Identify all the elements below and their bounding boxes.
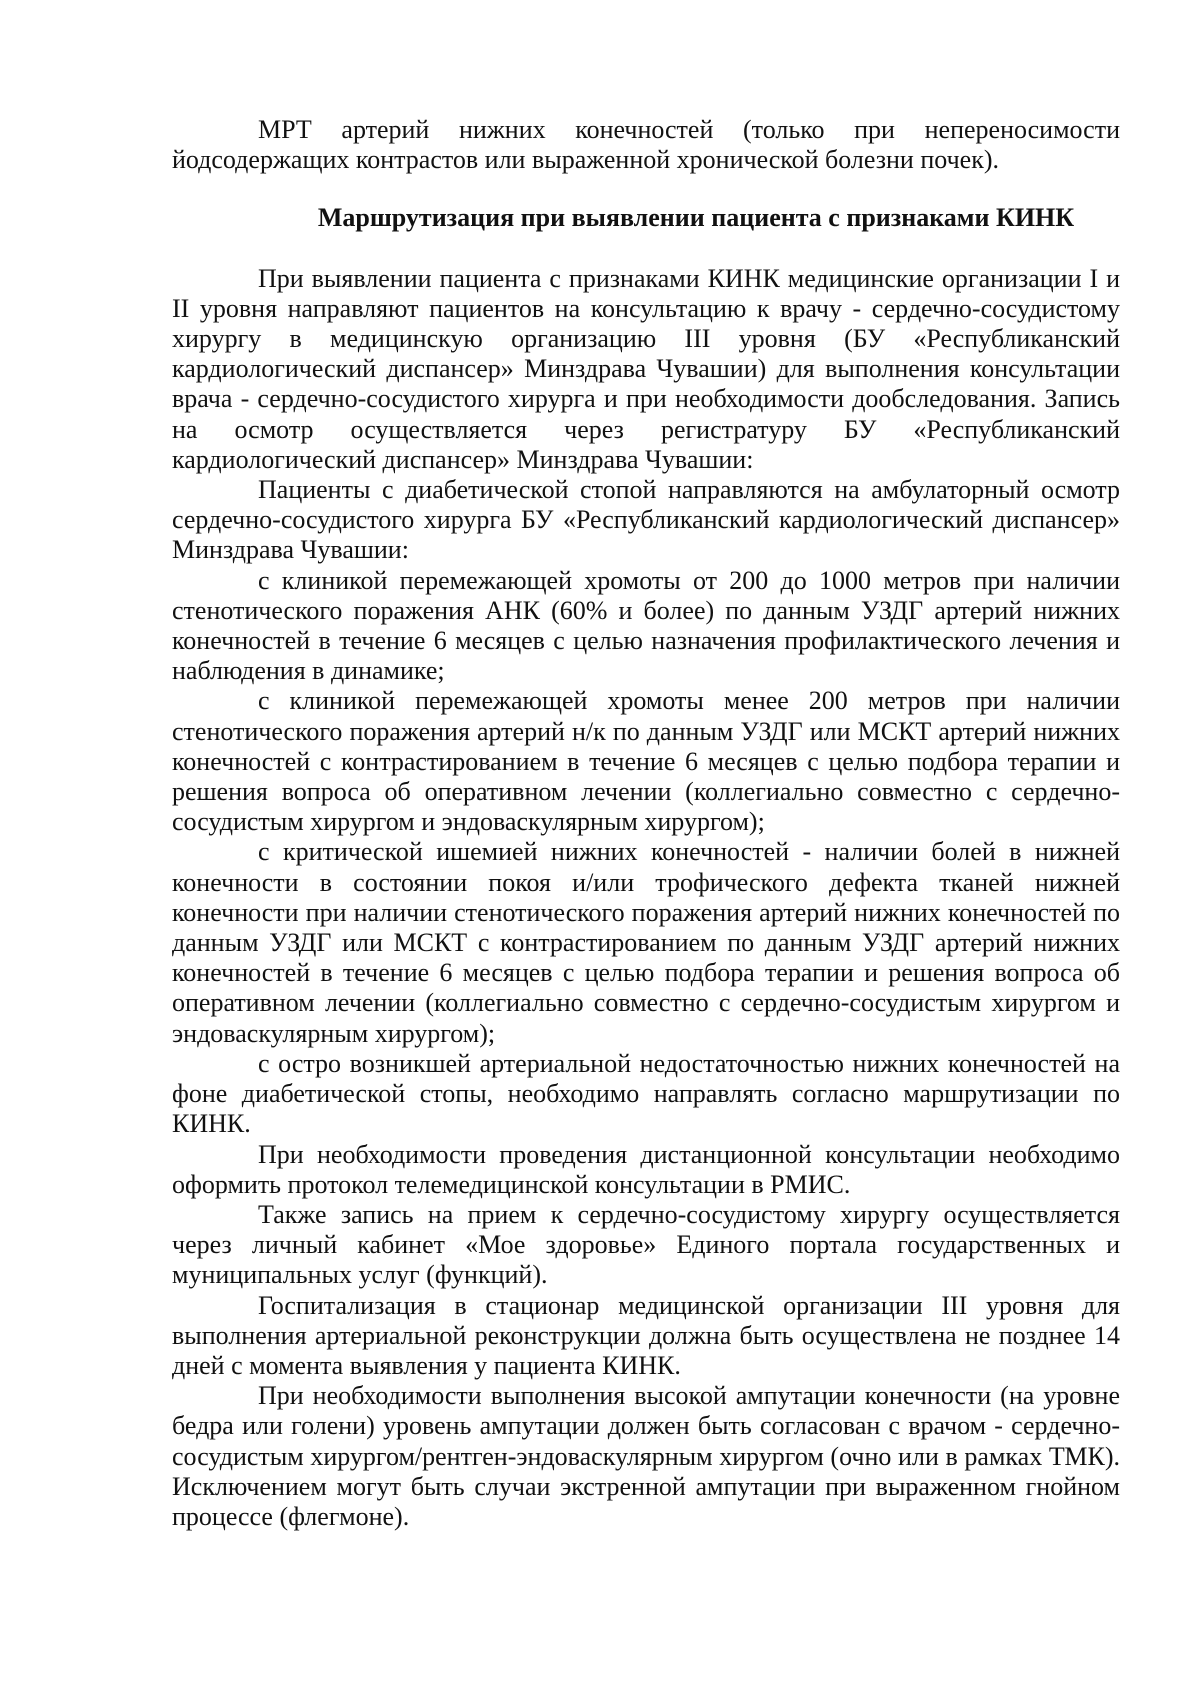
list-item-claudication-200-1000: с клиникой перемежающей хромоты от 200 до 1000 метров при наличии стенотического поражения АНК (60% и более) по данным УЗДГ артерий нижних конечностей в течение 6 месяцев с целью назначения профилактического лечения и наблюдения в динамике; bbox=[172, 565, 1120, 686]
paragraph-telemedicine: При необходимости проведения дистанционной консультации необходимо оформить протокол телемедицинской консультации в РМИС. bbox=[172, 1139, 1120, 1199]
section-heading: Маршрутизация при выявлении пациента с признаками КИНК bbox=[317, 203, 1075, 233]
spacer bbox=[172, 175, 1120, 203]
list-item-critical-ischemia: с критической ишемией нижних конечностей - наличии болей в нижней конечности в состоянии покоя и/или трофического дефекта тканей нижней конечности при наличии стенотического поражения артерий нижних конечностей по данным УЗДГ или МСКТ с контрастированием по данным УЗДГ артерий нижних конечностей в течение 6 месяцев с целью подбора терапии и решения вопроса об оперативном лечении (коллегиально совместно с сердечно-сосудистым хирургом и эндоваскулярным хирургом); bbox=[172, 837, 1120, 1048]
paragraph-online-appointment: Также запись на прием к сердечно-сосудистому хирургу осуществляется через личный кабинет «Мое здоровье» Единого портала государственных и муниципальных услуг (функций). bbox=[172, 1199, 1120, 1290]
paragraph-hospitalization: Госпитализация в стационар медицинской организации III уровня для выполнения артериальной реконструкции должна быть осуществлена не позднее 14 дней с момента выявления у пациента КИНК. bbox=[172, 1290, 1120, 1380]
paragraph-diabetic-foot: Пациенты с диабетической стопой направляются на амбулаторный осмотр сердечно-сосудистого хирурга БУ «Республиканский кардиологический диспансер» Минздрава Чувашии: bbox=[172, 475, 1120, 565]
intro-paragraph: МРТ артерий нижних конечностей (только при непереносимости йодсодержащих контрастов или выраженной хронической болезни почек). bbox=[172, 115, 1120, 175]
paragraph-routing-overview: При выявлении пациента с признаками КИНК медицинские организации I и II уровня направляют пациентов на консультацию к врачу - сердечно-сосудистому хирургу в медицинскую организацию III уровня (БУ «Республиканский кардиологический диспансер» Минздрава Чувашии) для выполнения консультации врача - сердечно-сосудистого хирурга и при необходимости дообследования. Запись на осмотр осуществляется через регистратуру БУ «Республиканский кардиологический диспансер» Минздрава Чувашии: bbox=[172, 263, 1120, 474]
spacer bbox=[172, 234, 1120, 264]
list-item-acute-insufficiency: с остро возникшей артериальной недостаточностью нижних конечностей на фоне диабетической стопы, необходимо направлять согласно маршрутизации по КИНК. bbox=[172, 1048, 1120, 1139]
paragraph-amputation: При необходимости выполнения высокой ампутации конечности (на уровне бедра или голени) уровень ампутации должен быть согласован с врачом - сердечно-сосудистым хирургом/рентген-эндоваскулярным хирургом (очно или в рамках ТМК). Исключением могут быть случаи экстренной ампутации при выраженном гнойном процессе (флегмоне). bbox=[172, 1381, 1120, 1531]
document-page bbox=[172, 115, 1120, 1532]
list-item-claudication-under-200: с клиникой перемежающей хромоты менее 200 метров при наличии стенотического поражения артерий н/к по данным УЗДГ или МСКТ артерий нижних конечностей с контрастированием в течение 6 месяцев с целью подбора терапии и решения вопроса об оперативном лечении (коллегиально совместно с сердечно-сосудистым хирургом и эндоваскулярным хирургом); bbox=[172, 686, 1120, 837]
